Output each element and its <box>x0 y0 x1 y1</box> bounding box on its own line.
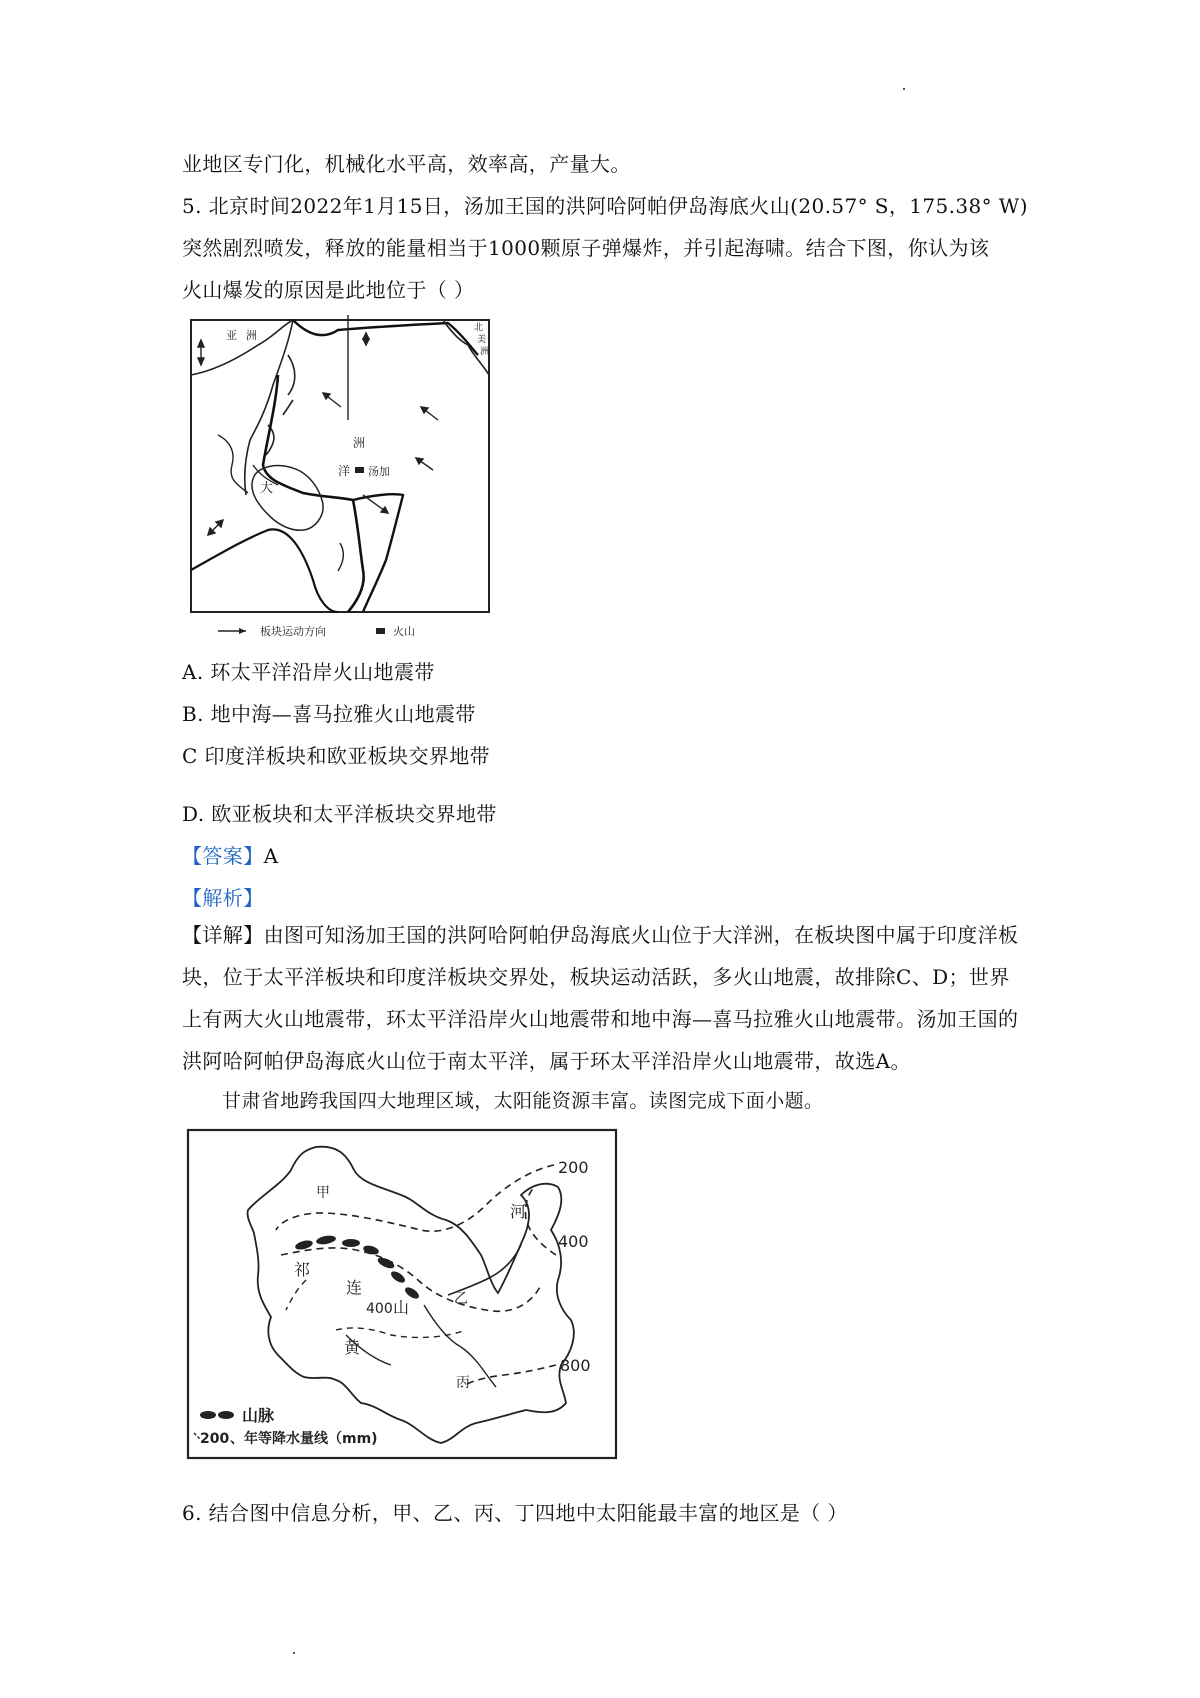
map-label-tonga: 汤加 <box>368 465 390 478</box>
detail-paragraph <box>182 914 1027 1082</box>
speck <box>293 1652 295 1654</box>
option-d: D. 欧亚板块和太平洋板块交界地带 <box>182 802 497 826</box>
label-huang: 黄 <box>344 1338 361 1357</box>
isoline-800-label: 800 <box>560 1356 591 1375</box>
plate-map <box>188 315 498 645</box>
map-label-na-1: 北 <box>474 323 484 333</box>
label-qi: 祁 <box>294 1260 311 1279</box>
option-a: A. 环太平洋沿岸火山地震带 <box>182 660 435 684</box>
gansu-intro: 甘肃省地跨我国四大地理区域，太阳能资源丰富。读图完成下面小题。 <box>222 1090 824 1112</box>
legend-mountain-label: 山脉 <box>242 1406 275 1425</box>
gansu-map <box>186 1125 620 1463</box>
legend-volcano-icon <box>376 628 385 634</box>
isoline-400-inner-label: 400 <box>366 1301 393 1317</box>
label-lian: 连 <box>346 1278 363 1297</box>
map-label-oceania-1: 大 <box>260 481 274 496</box>
label-river: 河 <box>510 1202 527 1221</box>
intro-line: 业地区专门化，机械化水平高，效率高，产量大。 <box>182 152 631 176</box>
legend-isoline-num: 200 <box>200 1431 230 1447</box>
label-jia: 甲 <box>316 1185 330 1201</box>
q5-stem-line1: 5. 北京时间2022年1月15日，汤加王国的洪阿哈阿帕伊岛海底火山(20.57° S，175.38° W) <box>182 194 1028 218</box>
speck <box>903 88 905 90</box>
label-shan: 山 <box>393 1298 410 1317</box>
legend-volcano-label: 火山 <box>393 625 415 638</box>
detail-tag: 【详解】 <box>182 923 264 947</box>
label-bing: 丙 <box>456 1375 470 1391</box>
volcano-icon <box>355 467 364 473</box>
answer-value: A <box>263 844 279 868</box>
isoline-400-label: 400 <box>558 1232 589 1251</box>
map-label-oceania-2: 洋 <box>338 464 351 478</box>
answer-line <box>182 840 278 869</box>
option-b: B. 地中海—喜马拉雅火山地震带 <box>182 702 476 726</box>
legend-isoline-label: 、年等降水量线（mm) <box>230 1431 378 1447</box>
map-label-asia-1: 亚 <box>226 329 237 342</box>
isoline-200-label: 200 <box>558 1158 589 1177</box>
analysis-line <box>182 882 264 911</box>
map-label-na-3: 洲 <box>480 347 490 357</box>
map-label-asia-2: 洲 <box>246 329 257 342</box>
map-label-na-2: 美 <box>477 335 487 345</box>
q5-stem-line3: 火山爆发的原因是此地位于（ ） <box>182 278 475 302</box>
q6-stem: 6. 结合图中信息分析，甲、乙、丙、丁四地中太阳能最丰富的地区是（ ） <box>182 1501 848 1525</box>
detail-text: 由图可知汤加王国的洪阿哈阿帕伊岛海底火山位于大洋洲，在板块图中属于印度洋板块，位于太平洋板块和印度洋板块交界处，板块运动活跃，多火山地震，故排除C、D；世界上有两大火山地震带，环太平洋沿岸火山地震带和地中海—喜马拉雅火山地震带。汤加王国的洪阿哈阿帕伊岛海底火山位于南太平洋，属于环太平洋沿岸火山地震带，故选A。 <box>182 923 1019 1073</box>
label-yi: 乙 <box>454 1291 468 1307</box>
map-label-oceania-3: 洲 <box>353 436 366 450</box>
option-c: C 印度洋板块和欧亚板块交界地带 <box>182 744 491 768</box>
analysis-tag: 【解析】 <box>182 886 264 910</box>
legend-arrow-label: 板块运动方向 <box>260 625 326 638</box>
q5-stem-line2: 突然剧烈喷发，释放的能量相当于1000颗原子弹爆炸，并引起海啸。结合下图，你认为该 <box>182 236 990 260</box>
answer-tag: 【答案】 <box>182 844 264 868</box>
